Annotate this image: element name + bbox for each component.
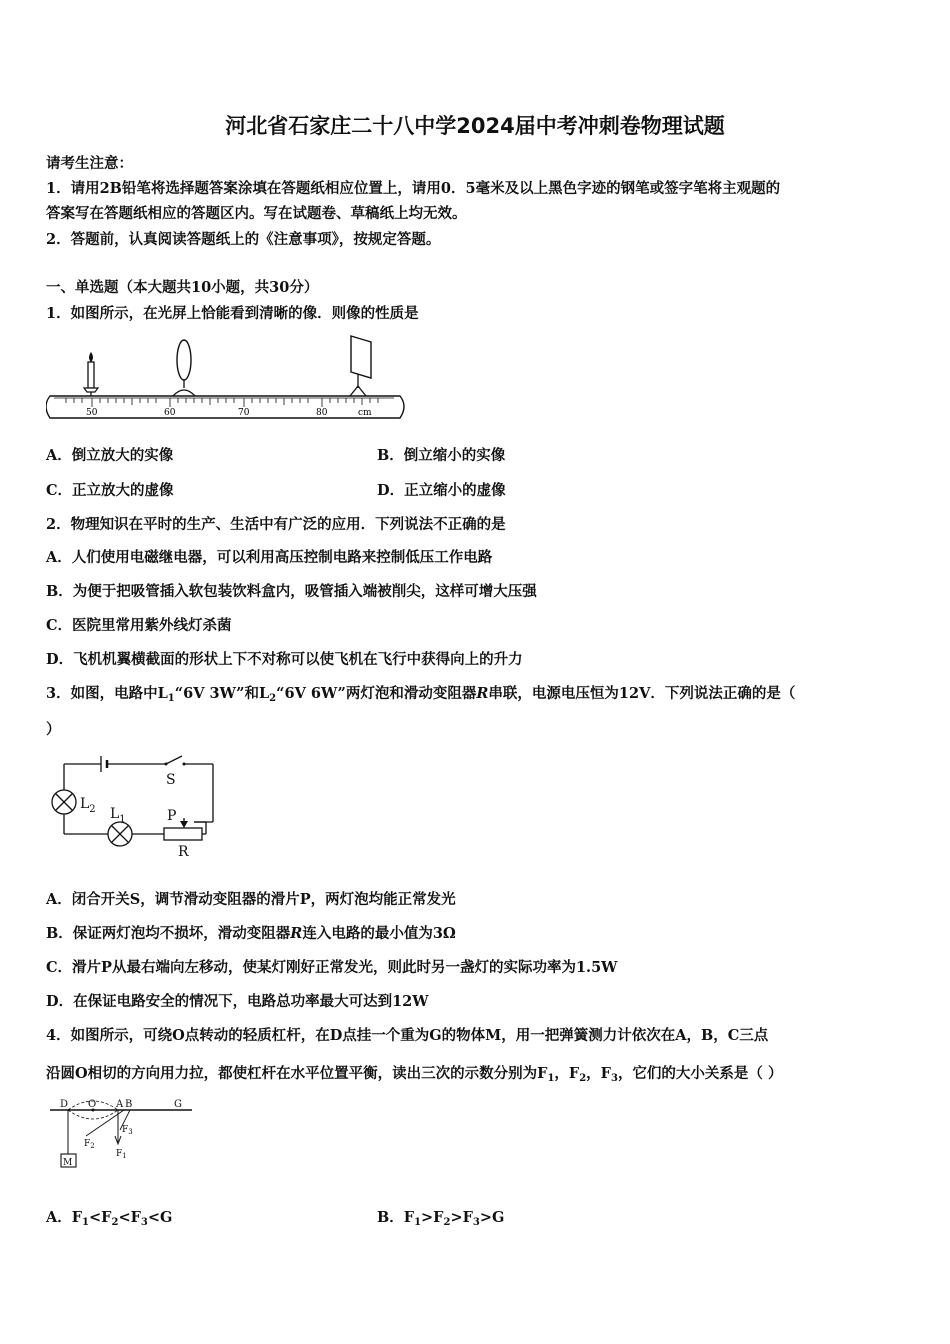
q3-option-c: C．滑片P从最右端向左移动，使某灯刚好正常发光，则此时另一盏灯的实际功率为1.5W [46,959,618,976]
q3-stem-continued: ） [46,721,61,738]
q4-option-a: A．$F_1<F_2<F_3<G$ [46,1209,173,1228]
ruler-tick-70: 70 [238,408,250,418]
lever-label-o: O [88,1099,97,1110]
q1-optical-bench-figure [46,334,408,426]
lever-label-m: M [63,1158,73,1168]
q1-option-c: C．正立放大的虚像 [46,482,174,499]
notice-item-1-line-1: 1．请用2B铅笔将选择题答案涂填在答题纸相应位置上，请用0．5毫米及以上黑色字迹的钢笔或签字笔将主观题的 [46,180,781,197]
q2-option-c: C．医院里常用紫外线灯杀菌 [46,617,232,634]
q3-option-d: D．在保证电路安全的情况下，电路总功率最大可达到12W [46,993,429,1010]
notice-item-2: 2．答题前，认真阅读答题纸上的《注意事项》，按规定答题。 [46,231,441,248]
notice-item-1-line-2: 答案写在答题纸相应的答题区内。写在试题卷、草稿纸上均无效。 [46,205,467,222]
q3-stem: 3．如图，电路中$L_1“6V$ 3W”和$L_2“6V$ 6W”两灯泡和滑动变阻器R串联，电源电压恒为12V．下列说法正确的是（ [46,685,796,704]
q4-option-b: B．$F_1>F_2>F_3>G$ [377,1209,505,1228]
q1-option-d: D．正立缩小的虚像 [377,482,506,499]
ruler-tick-60: 60 [164,408,176,418]
lever-label-f2: $F_2$ [84,1139,95,1150]
q2-option-b: B．为便于把吸管插入软包装饮料盒内，吸管插入端被削尖，这样可增大压强 [46,583,537,600]
q4-stem-line-1: 4．如图所示，可绕O点转动的轻质杠杆，在D点挂一个重为G的物体M，用一把弹簧测力计依次在A，B，C三点 [46,1027,769,1044]
ruler-tick-50: 50 [86,408,98,418]
q1-stem: 1．如图所示，在光屏上恰能看到清晰的像．则像的性质是 [46,305,419,322]
q3-option-b: B．保证两灯泡均不损坏，滑动变阻器R连入电路的最小值为3Ω [46,925,456,942]
ruler-unit: cm [358,408,372,418]
lever-label-f1: $F_1$ [116,1149,127,1160]
section-heading: 一、单选题（本大题共10小题，共30分） [46,279,319,296]
q4-lever-figure [46,1096,196,1172]
q2-stem: 2．物理知识在平时的生产、生活中有广泛的应用．下列说法不正确的是 [46,516,506,533]
q1-option-a: A．倒立放大的实像 [46,447,174,464]
q3-circuit-figure [46,754,216,862]
notice-heading: 请考生注意： [46,155,133,172]
q2-option-d: D．飞机机翼横截面的形状上下不对称可以使飞机在飞行中获得向上的升力 [46,651,523,668]
lever-label-g: G [174,1099,182,1110]
q4-stem-line-2: 沿圆O相切的方向用力拉，都使杠杆在水平位置平衡，读出三次的示数分别为$F_1$，$F_2$，$F_3$，它们的大小关系是（ ） [46,1065,783,1084]
circuit-label-s: S [166,772,176,788]
circuit-label-l2: $L_2$ [80,796,96,815]
ruler-tick-80: 80 [316,408,328,418]
lever-label-f3: $F_3$ [122,1125,133,1136]
page-title: 河北省石家庄二十八中学2024届中考冲刺卷物理试题 [225,114,725,138]
circuit-label-l1: $L_1$ [110,806,126,825]
lever-label-a: A [116,1099,124,1110]
circuit-label-r: R [178,844,189,860]
circuit-label-p: P [167,808,177,824]
q3-option-a: A．闭合开关S，调节滑动变阻器的滑片P，两灯泡均能正常发光 [46,891,456,908]
lever-label-b: B [125,1099,133,1110]
lever-label-d: D [60,1099,69,1110]
q1-option-b: B．倒立缩小的实像 [377,447,506,464]
q2-option-a: A．人们使用电磁继电器，可以利用高压控制电路来控制低压工作电路 [46,549,493,566]
